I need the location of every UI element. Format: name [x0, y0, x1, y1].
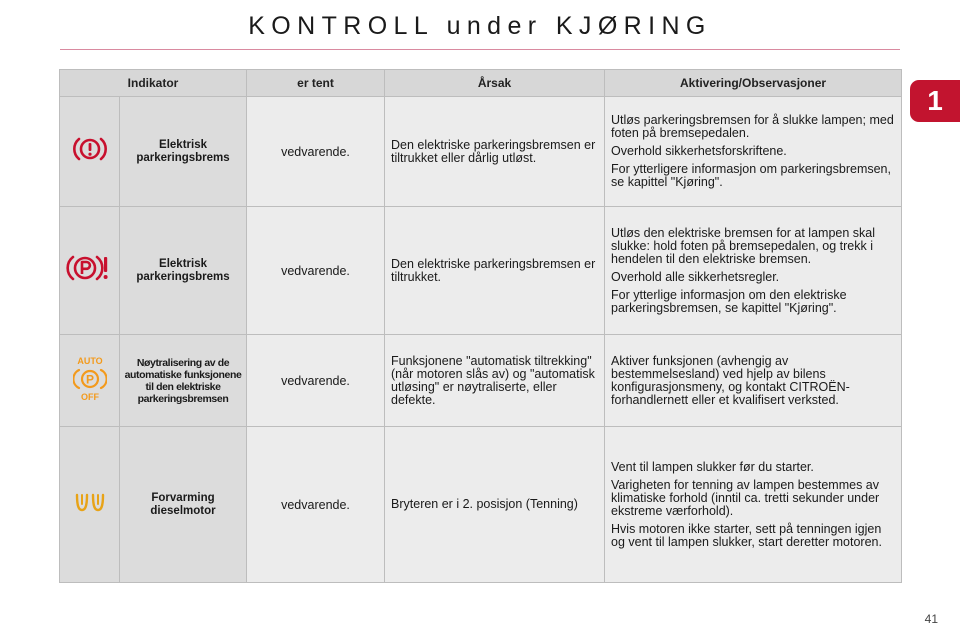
action-text: Utløs parkeringsbremsen for å slukke lampen; med foten på bremsepedalen.: [611, 113, 894, 140]
table-header-row: [60, 70, 902, 97]
action-text: Overhold sikkerhetsforskriftene.: [611, 144, 787, 158]
lit-status: vedvarende.: [247, 207, 385, 335]
lit-status: vedvarende.: [247, 427, 385, 583]
cause-text: Den elektriske parkeringsbremsen er tiltrukket eller dårlig utløst.: [385, 97, 605, 207]
indicator-name: Forvarming dieselmotor: [120, 427, 247, 583]
header-arsak: Årsak: [385, 70, 605, 97]
action-text: Aktiver funksjonen (avhengig av bestemmelsesland) ved hjelp av bilens konfigurasjonsmeny, og kontakt CITROËN-forhandlernett eller et kvalifisert verksted.: [611, 353, 850, 407]
action-cell: [605, 427, 902, 583]
table-row: [60, 335, 902, 427]
header-indikator: Indikator: [60, 70, 247, 97]
cause-text: Den elektriske parkeringsbremsen er tiltrukket.: [385, 207, 605, 335]
indicator-table: [59, 69, 902, 583]
indicator-name: Elektrisk parkeringsbrems: [120, 207, 247, 335]
lit-status: vedvarende.: [247, 335, 385, 427]
action-text: Varigheten for tenning av lampen bestemmes av klimatiske forhold (inntil ca. tretti sekunder under ekstreme værforhold).: [611, 477, 880, 518]
action-text: Overhold alle sikkerhetsregler.: [611, 269, 780, 284]
page-number: 41: [924, 612, 938, 626]
page-title: KONTROLL under KJØRING: [248, 12, 712, 40]
action-text: Utløs den elektriske bremsen for at lampen skal slukke: hold foten på bremsepedalen, og trekk i hendelen til den elektriske bremsen.: [611, 225, 876, 266]
svg-text:OFF: OFF: [80, 392, 99, 401]
title-divider: [60, 49, 900, 50]
action-text: For ytterligere informasjon om parkeringsbremsen, se kapittel "Kjøring".: [611, 162, 891, 189]
action-cell: [605, 335, 902, 427]
auto-p-off-icon: [73, 355, 107, 406]
svg-text:AUTO: AUTO: [76, 356, 103, 366]
glow-plug-icon: [74, 491, 106, 518]
action-text: Hvis motoren ikke starter, sett på tenningen igjen og vent til lampen slukker, start deretter motoren.: [611, 521, 882, 549]
action-cell: [605, 207, 902, 335]
action-text: For ytterlige informasjon om den elektriske parkeringsbremsen, se kapittel "Kjøring".: [611, 287, 847, 315]
svg-text:P: P: [85, 372, 94, 387]
table-row: [60, 427, 902, 583]
indicator-name: Elektrisk parkeringsbrems: [120, 97, 247, 207]
header-er-tent: er tent: [247, 70, 385, 97]
cause-text: Bryteren er i 2. posisjon (Tenning): [385, 427, 605, 583]
header-aktivering: Aktivering/Observasjoner: [605, 70, 902, 97]
parking-brake-fault-icon: [66, 253, 114, 288]
indicator-name: Nøytralisering av de automatiske funksjonene til den elektriske parkeringsbremsen: [120, 335, 247, 427]
brake-warning-icon: [73, 136, 107, 167]
cause-text: Funksjonene "automatisk tiltrekking" (når motoren slås av) og "automatisk utløsing" er nøytraliserte, eller defekte.: [385, 335, 605, 427]
chapter-tab[interactable]: 1: [910, 80, 960, 122]
action-text: Vent til lampen slukker før du starter.: [611, 459, 814, 474]
table-row: [60, 97, 902, 207]
lit-status: vedvarende.: [247, 97, 385, 207]
action-cell: [605, 97, 902, 207]
table-row: [60, 207, 902, 335]
